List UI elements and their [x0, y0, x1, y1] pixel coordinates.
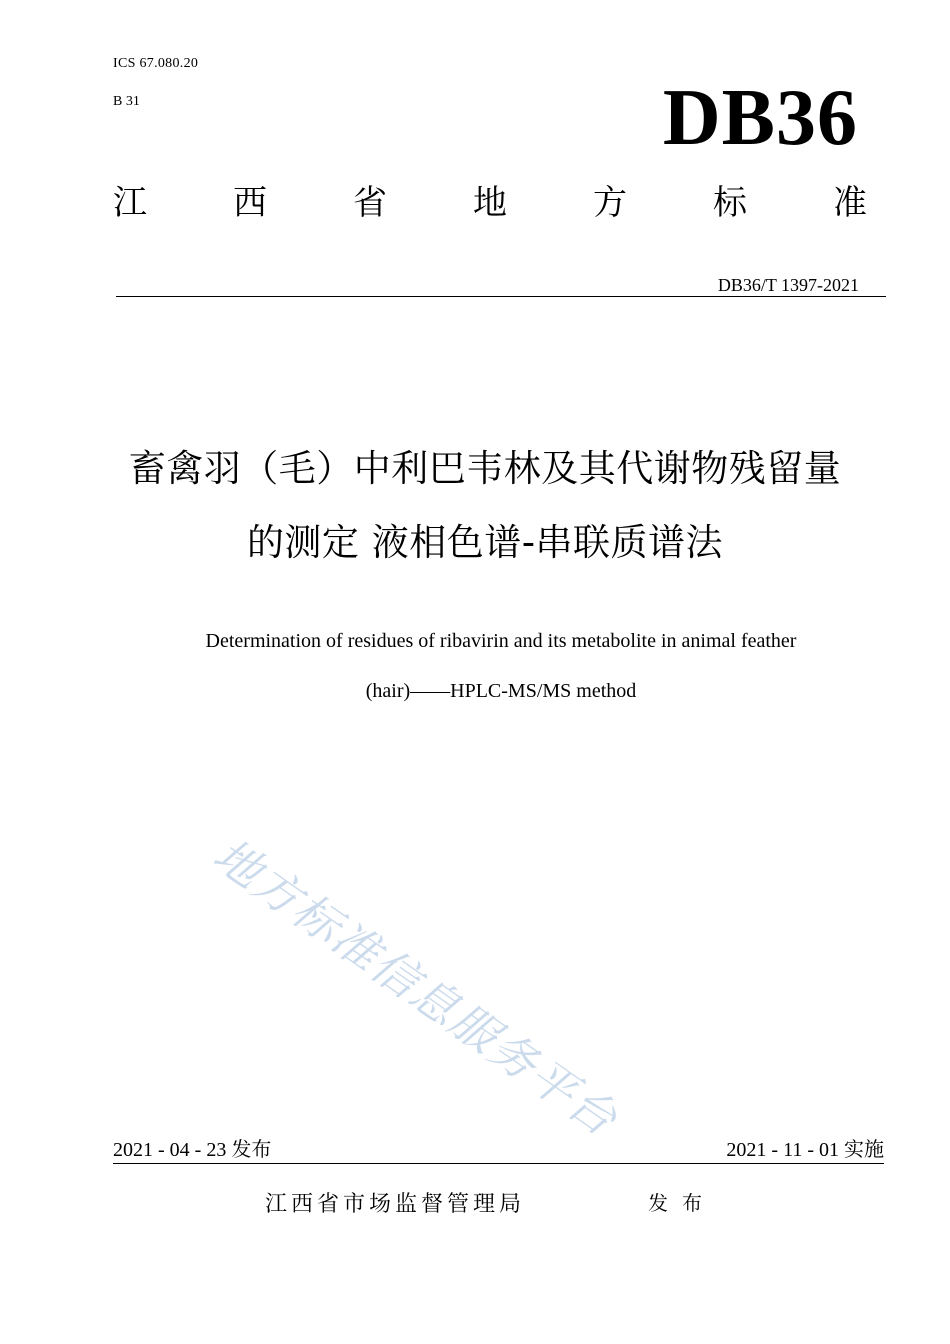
standard-type-char: 江	[113, 183, 147, 223]
english-title-line-2: (hair)——HPLC-MS/MS method	[365, 680, 637, 702]
issuing-authority: 江西省市场监督管理局	[265, 1192, 526, 1217]
ccs-code: B 31	[113, 94, 140, 109]
standard-type-char: 准	[833, 183, 867, 223]
english-title-line-1: Determination of residues of ribavirin and its metabolite in animal feather	[205, 630, 797, 652]
standard-type-heading	[113, 183, 867, 223]
standard-type-char: 省	[353, 183, 387, 223]
standard-type-char: 西	[233, 183, 267, 223]
bottom-divider	[113, 1163, 884, 1164]
standard-type-char: 标	[713, 183, 747, 223]
issue-label: 发布	[648, 1191, 716, 1215]
chinese-title-line-2: 的测定 液相色谱-串联质谱法	[246, 521, 724, 564]
standard-mark: DB36	[662, 74, 858, 162]
watermark: 地方标准信息服务平台	[203, 827, 629, 1147]
standard-type-char: 方	[593, 183, 627, 223]
standard-number: DB36/T 1397-2021	[717, 275, 859, 295]
standard-type-char: 地	[473, 183, 507, 223]
english-title	[0, 616, 950, 716]
ics-code: ICS 67.080.20	[113, 56, 199, 71]
issue-date: 2021 - 04 - 23 发布	[113, 1139, 272, 1161]
chinese-title-line-1: 畜禽羽（毛）中利巴韦林及其代谢物残留量	[128, 447, 842, 490]
implementation-date: 2021 - 11 - 01 实施	[726, 1139, 884, 1161]
top-divider	[116, 296, 886, 297]
chinese-title	[0, 432, 950, 580]
